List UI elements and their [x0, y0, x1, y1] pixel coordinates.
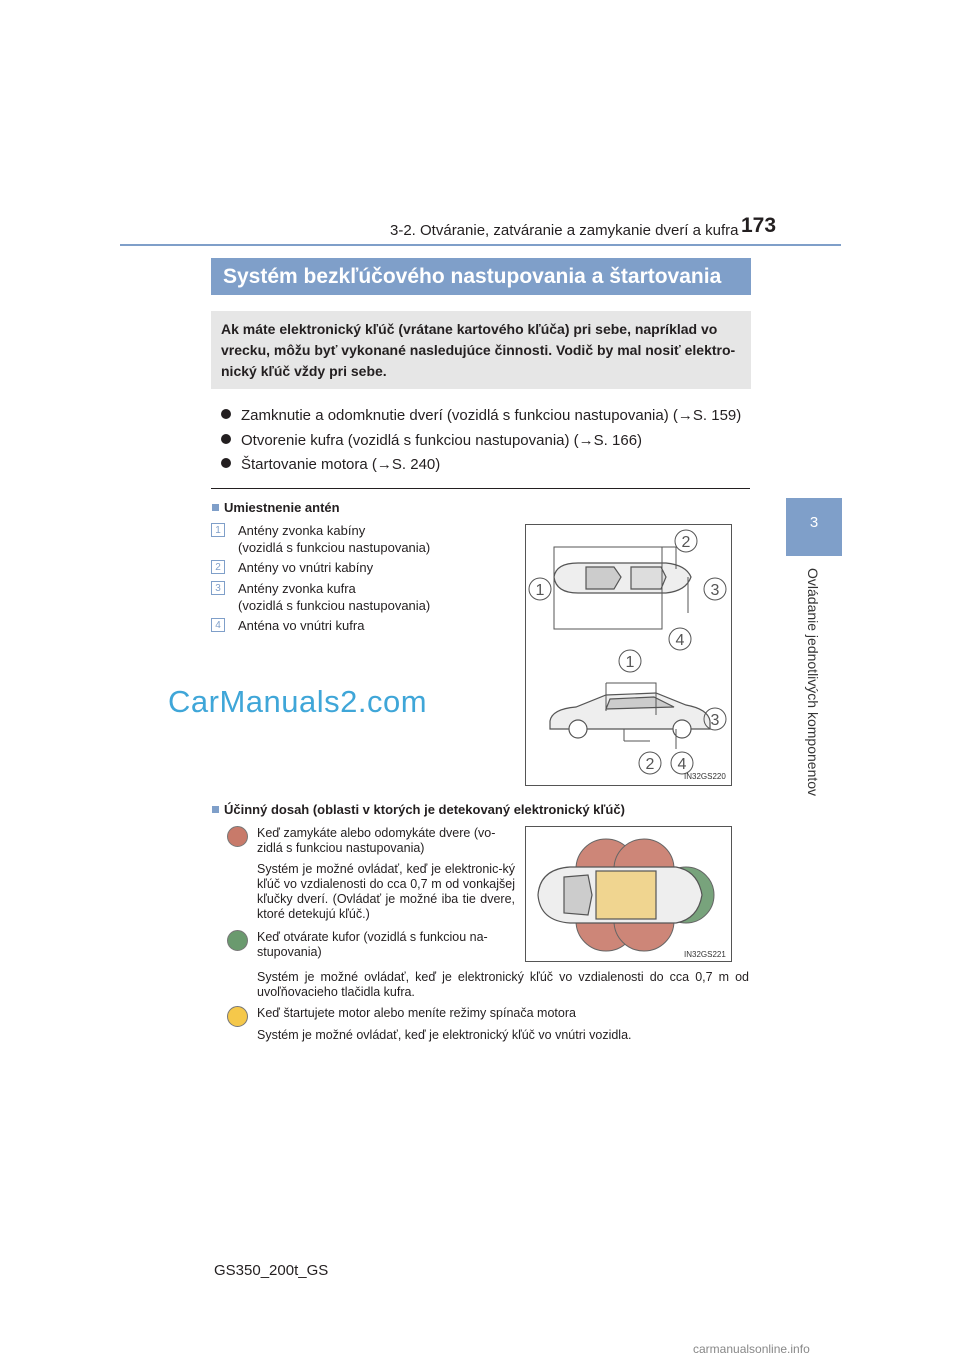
zone-engine-label: Keď štartujete motor alebo meníte režimy spínača motora — [257, 1006, 576, 1020]
callout-4: 4 — [675, 632, 685, 649]
antenna-number-3: 3 — [211, 581, 225, 595]
bullet-text: Štartovanie motora (→S. 240) — [241, 456, 441, 473]
car-side-view-icon — [550, 693, 710, 738]
bullet-text: Otvorenie kufra (vozidlá s funkciou nastupovania) (→S. 166) — [241, 432, 643, 449]
antenna-number-1: 1 — [211, 523, 225, 537]
separator-rule — [211, 488, 750, 489]
bullet-dot-icon — [221, 409, 231, 419]
image-code: IN32GS221 — [684, 950, 726, 959]
range-diagram-svg — [526, 827, 731, 961]
bullet-lock-unlock — [221, 407, 741, 424]
bullet-dot-icon — [221, 458, 231, 468]
antenna-number-2: 2 — [211, 560, 225, 574]
car-top-view-icon — [554, 563, 691, 593]
antenna-number-4: 4 — [211, 618, 225, 632]
callout-2b: 2 — [645, 756, 655, 773]
watermark: CarManuals2.com — [168, 684, 428, 719]
callout-2: 2 — [681, 534, 691, 551]
antennas-heading: Umiestnenie antén — [212, 500, 340, 515]
chapter-tab[interactable] — [786, 498, 842, 556]
bullet-engine — [221, 456, 440, 473]
antenna-diagram — [525, 524, 732, 786]
callout-3b: 3 — [710, 712, 720, 729]
car-top-view-icon — [538, 867, 702, 923]
antenna-item-1: Antény zvonka kabíny (vozidlá s funkciou nastupovania) — [238, 523, 431, 555]
bottom-watermark: carmanualsonline.info — [693, 1342, 810, 1356]
chapter-title-vertical: Ovládanie jednotlivých komponentov — [805, 568, 821, 797]
bullet-text: Zamknutie a odomknutie dverí (vozidlá s funkciou nastupovania) (→S. 159) — [241, 407, 742, 424]
footer-model-code: GS350_200t_GS — [214, 1262, 329, 1279]
antenna-diagram-svg — [526, 525, 731, 785]
zone-doors-text: Keď zamykáte alebo odomykáte dvere (vo- zidlá s funkciou nastupovania) Systém je možné ovládať, keď je elektronic-ký kľúč vo vzdialenosti do cca 0,7 m od vonkajšej kľučky dverí. (Ovládať je možné iba tie dvere, ktoré detekujú kľúč.) — [257, 826, 515, 921]
antenna-item-3: Antény zvonka kufra (vozidlá s funkciou nastupovania) — [238, 581, 431, 613]
square-bullet-icon — [212, 806, 219, 813]
bullet-dot-icon — [221, 434, 231, 444]
zone-engine-desc: Systém je možné ovládať, keď je elektronický kľúč vo vnútri vozidla. — [257, 1028, 632, 1042]
image-code: IN32GS220 — [684, 772, 726, 781]
zone-trunk-desc: Systém je možné ovládať, keď je elektronický kľúč vo vzdialenosti do cca 0,7 m od uvoľňovacieho tlačidla kufra. — [257, 970, 749, 999]
callout-4b: 4 — [677, 756, 687, 773]
zone-doors-swatch — [227, 826, 248, 847]
intro-box: Ak máte elektronický kľúč (vrátane kartového kľúča) pri sebe, napríklad vo vrecku, môžu byť vykonané nasledujúce činnosti. Vodič by mal nosiť elektro-nický kľúč vždy pri sebe. — [211, 311, 751, 389]
antenna-item-2: Antény vo vnútri kabíny — [238, 560, 374, 575]
running-header: 3-2. Otváranie, zatváranie a zamykanie dverí a kufra — [390, 222, 739, 239]
zone-trunk-swatch — [227, 930, 248, 951]
callout-1: 1 — [535, 582, 545, 599]
chapter-number: 3 — [809, 514, 819, 531]
bullet-trunk — [221, 432, 642, 449]
section-title: Systém bezkľúčového nastupovania a štartovania — [211, 258, 751, 295]
range-diagram — [525, 826, 732, 962]
zone-engine-swatch — [227, 1006, 248, 1027]
page-number: 173 — [741, 214, 777, 237]
header-rule — [120, 244, 841, 246]
callout-3: 3 — [710, 582, 720, 599]
antenna-item-4: Anténa vo vnútri kufra — [238, 618, 365, 633]
zone-trunk-label: Keď otvárate kufor (vozidlá s funkciou na- stupovania) — [257, 930, 488, 959]
square-bullet-icon — [212, 504, 219, 511]
callout-1b: 1 — [625, 654, 635, 671]
range-heading: Účinný dosah (oblasti v ktorých je detekovaný elektronický kľúč) — [212, 802, 625, 817]
